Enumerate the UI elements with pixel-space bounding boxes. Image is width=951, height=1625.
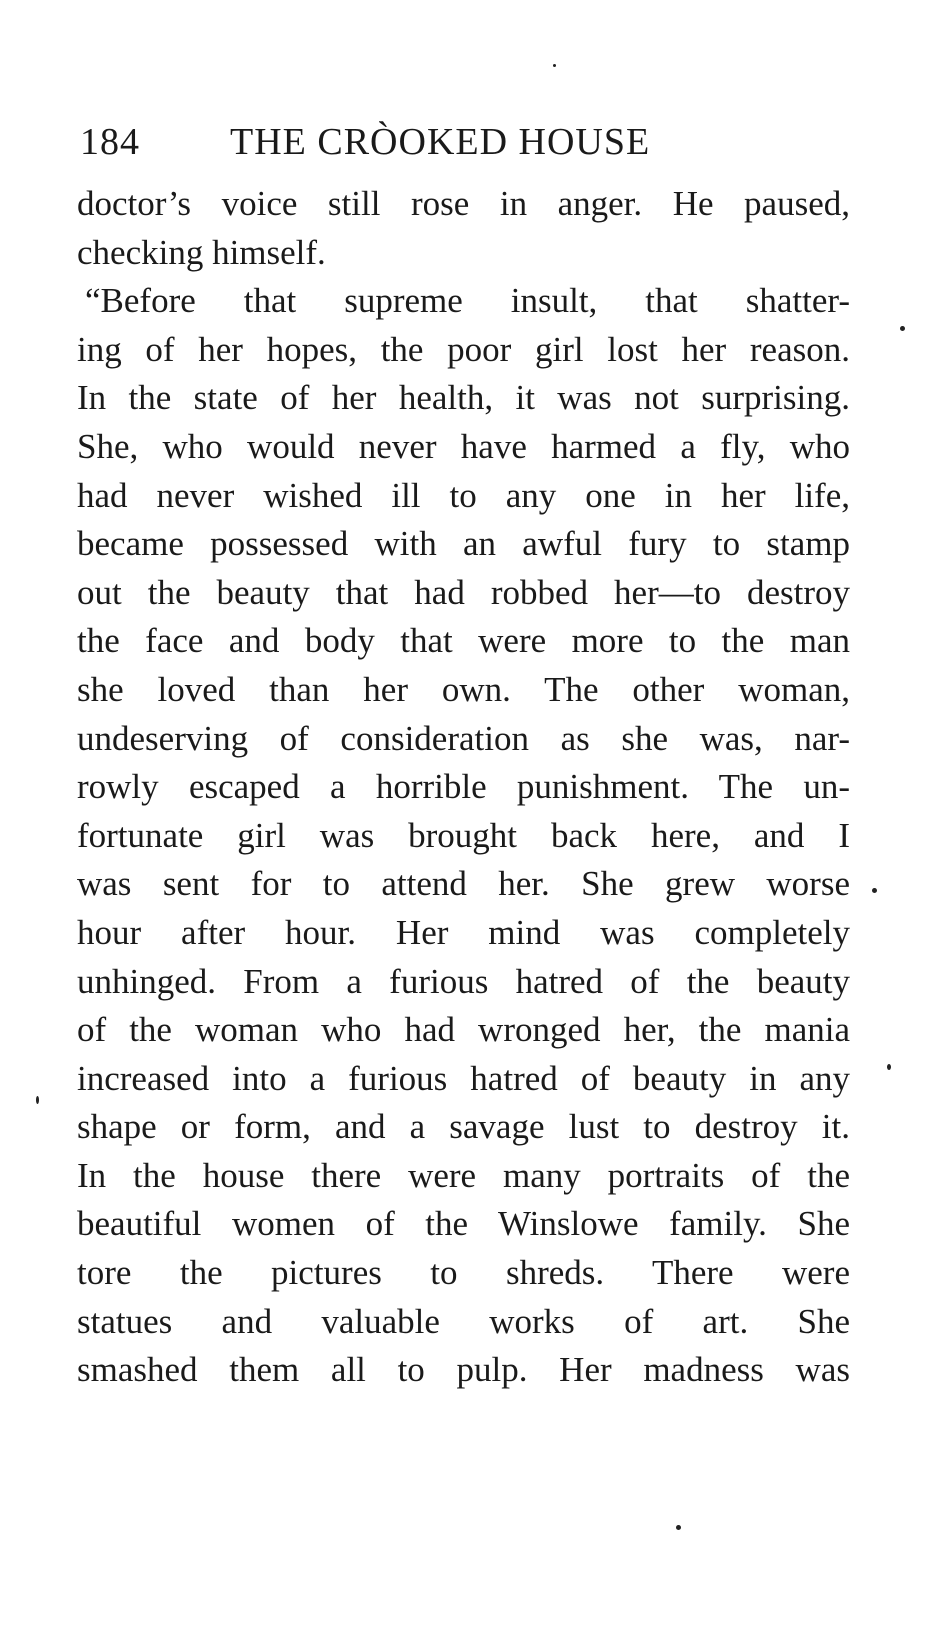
text-line: “Before that supreme insult, that shatter- [85, 281, 850, 321]
text-line: she loved than her own. The other woman, [77, 669, 850, 709]
text-line: She, who would never have harmed a fly, who [77, 426, 850, 466]
text-line: hour after hour. Her mind was completely [77, 912, 850, 952]
body-text [77, 180, 850, 1395]
text-line: fortunate girl was brought back here, and I [77, 815, 850, 855]
text-line: tore the pictures to shreds. There were [77, 1253, 850, 1293]
text-line: smashed them all to pulp. Her madness was [77, 1350, 850, 1390]
text-line: increased into a furious hatred of beauty in any [77, 1058, 850, 1098]
text-line: of the woman who had wronged her, the mania [77, 1010, 850, 1050]
text-line: ing of her hopes, the poor girl lost her reason. [77, 329, 850, 369]
scan-speck [900, 326, 905, 331]
text-line: the face and body that were more to the man [77, 621, 850, 661]
text-line: In the state of her health, it was not surprising. [77, 378, 850, 418]
text-line: doctor’s voice still rose in anger. He paused, [77, 184, 850, 223]
text-line: rowly escaped a horrible punishment. The un- [77, 767, 850, 807]
text-line: undeserving of consideration as she was, nar- [77, 718, 850, 758]
scan-speck [887, 1064, 891, 1070]
running-head [80, 112, 880, 172]
text-line: had never wished ill to any one in her life, [77, 475, 850, 515]
scan-speck [553, 64, 556, 67]
text-line: shape or form, and a savage lust to destroy it. [77, 1107, 850, 1147]
text-line: was sent for to attend her. She grew worse [77, 864, 850, 904]
text-line: became possessed with an awful fury to stamp [77, 524, 850, 564]
text-line: unhinged. From a furious hatred of the beauty [77, 961, 850, 1001]
text-line: statues and valuable works of art. She [77, 1301, 850, 1341]
text-line: checking himself. [77, 232, 326, 272]
scan-speck [872, 888, 877, 893]
page-number: 184 [80, 121, 140, 163]
text-line: In the house there were many portraits of the [77, 1155, 850, 1195]
scan-speck [36, 1096, 39, 1104]
running-title: THE CRÒOKED HOUSE [230, 121, 651, 163]
scan-speck [676, 1525, 681, 1530]
text-line: beautiful women of the Winslowe family. She [77, 1204, 850, 1244]
text-line: out the beauty that had robbed her—to destroy [77, 572, 850, 612]
